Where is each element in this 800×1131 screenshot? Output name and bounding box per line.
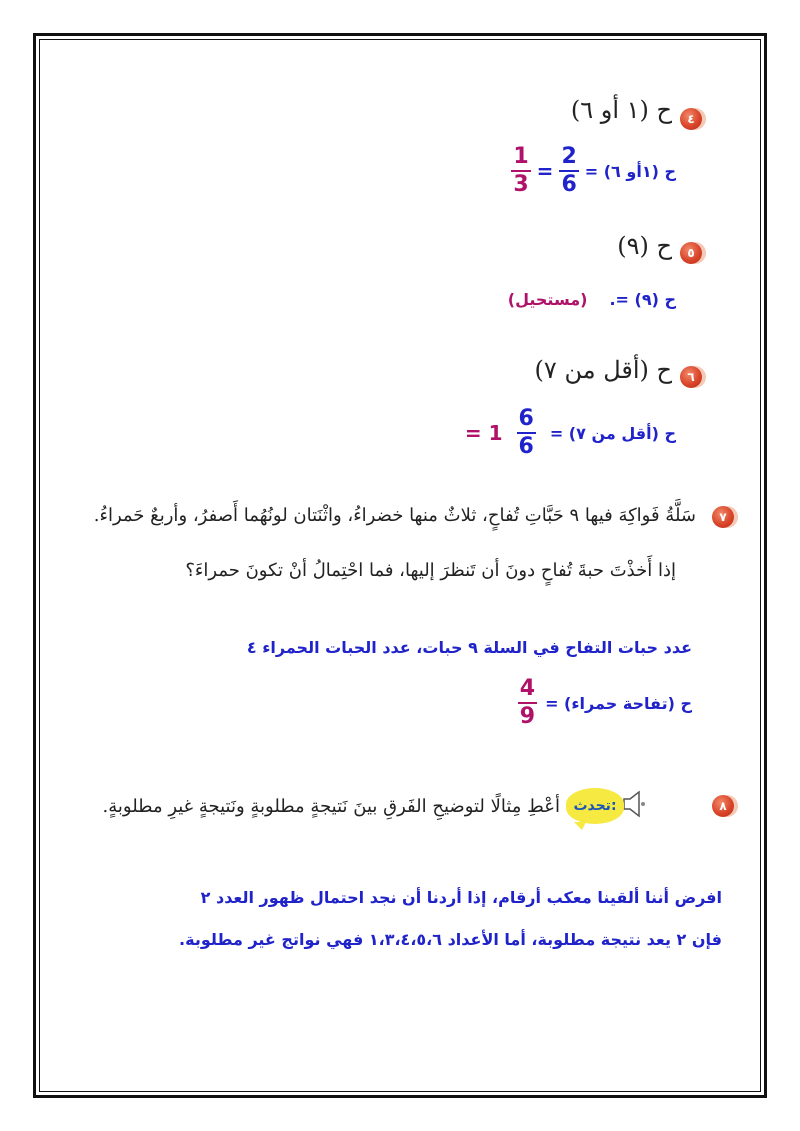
talk-bubble: تحدث:: [566, 788, 624, 824]
question-7-badge: ٧: [712, 506, 734, 528]
question-5-result: (مستحيل): [507, 290, 588, 309]
question-8-answer-line-1: افرض أننا ألقينا معكب أرقام، إذا أردنا أن نجد احتمال ظهور العدد ٢: [200, 888, 722, 907]
fraction-denominator: 6: [518, 434, 534, 459]
question-7-answer-line: عدد حبات التفاح في السلة ٩ حبات، عدد الحبات الحمراء ٤: [246, 638, 692, 657]
fraction-1-3: [511, 146, 530, 196]
question-8-answer-line-2: فإن ٢ يعد نتيجة مطلوبة، أما الأعداد ١،٣،٤،٥،٦ فهي نواتج غير مطلوبة.: [179, 930, 722, 949]
question-4-answer-label: ح (١أو ٦) =: [584, 161, 676, 181]
fraction-numerator: 6: [517, 408, 536, 434]
question-8-badge: ٨: [712, 795, 734, 817]
question-7-line-2: إذا أَخذْتَ حبةَ تُفاحٍ دونَ أن تَنظرَ إليها، فما احْتِمالُ أنْ تكونَ حمراءَ؟: [185, 560, 676, 581]
question-6-badge: ٦: [680, 366, 702, 388]
fraction-numerator: 4: [518, 678, 537, 704]
question-6-text: ح (أقل من ٧): [534, 356, 672, 384]
fraction-numerator: 2: [559, 146, 578, 172]
fraction-4-9: [518, 678, 537, 728]
question-5-badge: ٥: [680, 242, 702, 264]
question-4-answer: [511, 146, 676, 196]
question-6-result: 1 =: [464, 421, 503, 445]
fraction-denominator: 3: [513, 172, 529, 197]
fraction-numerator: 1: [511, 146, 530, 172]
question-7-answer-label: ح (تفاحة حمراء) =: [545, 693, 692, 713]
question-6-answer-label: ح (أقل من ٧) =: [549, 423, 676, 443]
equals-sign: =: [536, 159, 554, 183]
question-5-answer: [508, 290, 676, 309]
fraction-2-6: [559, 146, 578, 196]
fraction-denominator: 6: [561, 172, 577, 197]
question-6-answer: [465, 408, 676, 458]
question-7-answer: [518, 678, 692, 728]
speaker-icon: [621, 789, 647, 819]
question-5-answer-label: ح (٩) =.: [609, 290, 676, 309]
fraction-6-6: [517, 408, 536, 458]
question-7-line-1: سَلَّةُ فَواكِهَ فيها ٩ حَبَّاتِ تُفاحٍ، ثلاثٌ منها خضراءُ، واثْنَتان لونُهُما أَصفرُ، وأربعٌ حَمراءُ.: [93, 505, 696, 526]
question-4-badge: ٤: [680, 108, 702, 130]
question-4-text: ح (١ أو ٦): [570, 96, 672, 124]
fraction-denominator: 9: [519, 704, 536, 729]
question-5-text: ح (٩): [617, 232, 672, 260]
question-8-text: أعْطِ مِثالًا لتوضيحِ الفَرقِ بينَ نَتيجةٍ مطلوبةٍ ونَتيجةٍ غيرِ مطلوبةٍ.: [102, 796, 560, 817]
